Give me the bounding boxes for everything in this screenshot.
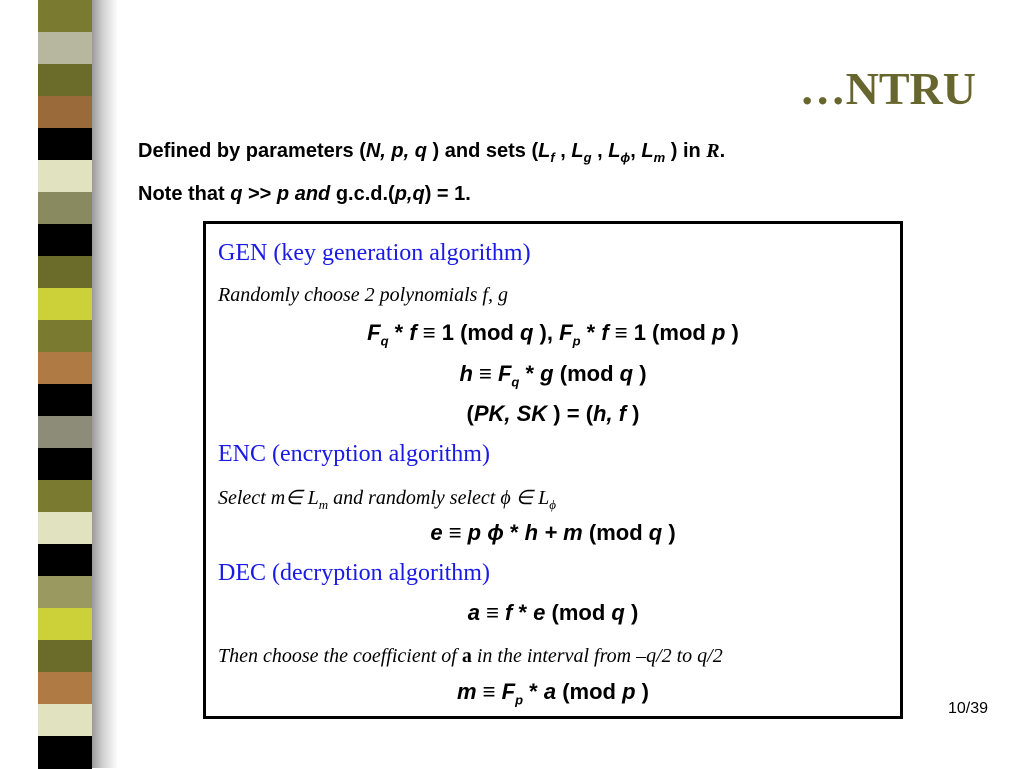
var: q xyxy=(230,183,243,205)
text: and randomly select ϕ ∈ L xyxy=(328,487,550,509)
op: * xyxy=(580,320,602,345)
note-line xyxy=(138,183,471,206)
stripe-block xyxy=(38,704,92,737)
stripe-block xyxy=(38,448,92,481)
gen-note: Randomly choose 2 polynomials f, g xyxy=(218,284,508,306)
var: p and xyxy=(276,183,331,205)
var: F xyxy=(559,320,573,345)
stripe-block xyxy=(38,128,92,161)
var: g xyxy=(540,361,554,386)
text: ) in xyxy=(665,140,707,162)
page-number: 10/39 xyxy=(947,700,988,717)
op: * xyxy=(519,361,541,386)
var: F xyxy=(367,320,381,345)
algorithm-box xyxy=(203,221,903,719)
op: ) xyxy=(624,600,639,625)
stripe-block xyxy=(38,672,92,705)
stripe-block xyxy=(38,0,92,33)
op: ) xyxy=(725,320,739,345)
stripe-block xyxy=(38,544,92,577)
op: ≡ xyxy=(479,600,506,625)
var: p,q xyxy=(394,183,425,205)
stripe-block xyxy=(38,384,92,417)
parameters-line: Defined by parameters (N, p, q ) and sets ($L_f$ , $L_g$ , $L_\phi$, $L_m$ ) in R. xyxy=(138,140,726,165)
op: (mod xyxy=(582,520,649,545)
op: ) xyxy=(662,520,676,545)
text: g.c.d.( xyxy=(330,183,395,205)
op: ≡ 1 (mod xyxy=(608,320,712,345)
op: (mod xyxy=(553,361,620,386)
var: F xyxy=(497,361,512,386)
op: (mod xyxy=(556,679,623,704)
gen-equation-1 xyxy=(218,320,888,348)
op: * xyxy=(512,600,534,625)
decorative-stripe xyxy=(38,0,92,768)
subscript: m xyxy=(653,150,666,165)
subscript: m xyxy=(318,497,329,512)
gen-heading: GEN (key generation algorithm) xyxy=(218,240,531,266)
var: f xyxy=(505,600,513,625)
stripe-block xyxy=(38,608,92,641)
var: F xyxy=(501,679,516,704)
stripe-block xyxy=(38,576,92,609)
stripe-block xyxy=(38,288,92,321)
stripe-block xyxy=(38,736,92,769)
text: Select m∈ L xyxy=(218,487,319,509)
stripe-block xyxy=(38,256,92,289)
text: . xyxy=(719,140,726,162)
enc-heading: ENC (encryption algorithm) xyxy=(218,441,490,467)
op: * xyxy=(503,520,525,545)
subscript: p xyxy=(515,692,524,708)
subscript: q xyxy=(380,333,389,349)
subscript: ϕ xyxy=(620,150,631,165)
op: ≡ xyxy=(476,679,502,704)
var: h + m xyxy=(524,520,583,545)
text: >> xyxy=(242,183,277,205)
op: ) xyxy=(626,401,640,426)
var: q xyxy=(611,600,625,625)
stripe-block xyxy=(38,320,92,353)
var: p xyxy=(711,320,726,345)
var: a xyxy=(543,679,557,704)
op: ) xyxy=(635,679,649,704)
stripe-block xyxy=(38,64,92,97)
var: f xyxy=(601,320,609,345)
dec-heading: DEC (decryption algorithm) xyxy=(218,560,490,586)
dec-equation-2 xyxy=(218,679,888,707)
stripe-block xyxy=(38,160,92,193)
var: PK, SK xyxy=(473,401,548,426)
var: h xyxy=(459,361,473,386)
set-symbol: L xyxy=(571,140,584,162)
var: p xyxy=(622,679,636,704)
op: ≡ xyxy=(442,520,468,545)
dec-equation-1 xyxy=(218,600,888,626)
stripe-block xyxy=(38,416,92,449)
var: m xyxy=(457,679,477,704)
var: a xyxy=(467,600,480,625)
stripe-block xyxy=(38,192,92,225)
op: ≡ xyxy=(472,361,498,386)
subscript: ϕ xyxy=(549,497,556,512)
subscript: f xyxy=(550,150,555,165)
subscript: p xyxy=(572,333,581,349)
var: f xyxy=(409,320,417,345)
gen-equation-3 xyxy=(218,401,888,427)
stripe-shadow xyxy=(92,0,118,768)
stripe-block xyxy=(38,480,92,513)
op: ) xyxy=(633,361,647,386)
stripe-block xyxy=(38,224,92,257)
op: * xyxy=(523,679,544,704)
stripe-block xyxy=(38,640,92,673)
stripe-block xyxy=(38,352,92,385)
var: e xyxy=(430,520,443,545)
text: ) = 1. xyxy=(424,183,471,205)
set-symbol: L xyxy=(608,140,621,162)
gen-equation-2 xyxy=(218,361,888,389)
text: Defined by parameters ( xyxy=(138,140,366,162)
enc-note xyxy=(218,485,888,513)
slide-title: …NTRU xyxy=(799,63,976,114)
var: q xyxy=(519,320,534,345)
op: ≡ 1 (mod xyxy=(416,320,520,345)
ring-symbol: R xyxy=(706,140,720,162)
var: q xyxy=(648,520,663,545)
text: Note that xyxy=(138,183,231,205)
var: p ϕ xyxy=(467,520,504,545)
op: ( xyxy=(466,401,474,426)
set-symbol: L xyxy=(538,140,551,162)
stripe-block xyxy=(38,512,92,545)
enc-equation xyxy=(218,520,888,546)
var: q xyxy=(619,361,634,386)
op: ), xyxy=(533,320,560,345)
text: Then choose the coefficient of xyxy=(218,645,462,667)
var: h, f xyxy=(593,401,627,426)
stripe-block xyxy=(38,32,92,65)
text: in the interval from –q/2 to q/2 xyxy=(471,645,723,667)
text: ) and sets ( xyxy=(426,140,539,162)
subscript: q xyxy=(511,374,520,390)
subscript: g xyxy=(583,150,592,165)
op: * xyxy=(388,320,410,345)
dec-note xyxy=(218,645,888,668)
var: a xyxy=(461,645,472,667)
op: (mod xyxy=(545,600,612,625)
var: e xyxy=(533,600,546,625)
op: ) = ( xyxy=(547,401,594,426)
set-symbol: L xyxy=(641,140,654,162)
stripe-block xyxy=(38,96,92,129)
params: N, p, q xyxy=(365,140,427,162)
